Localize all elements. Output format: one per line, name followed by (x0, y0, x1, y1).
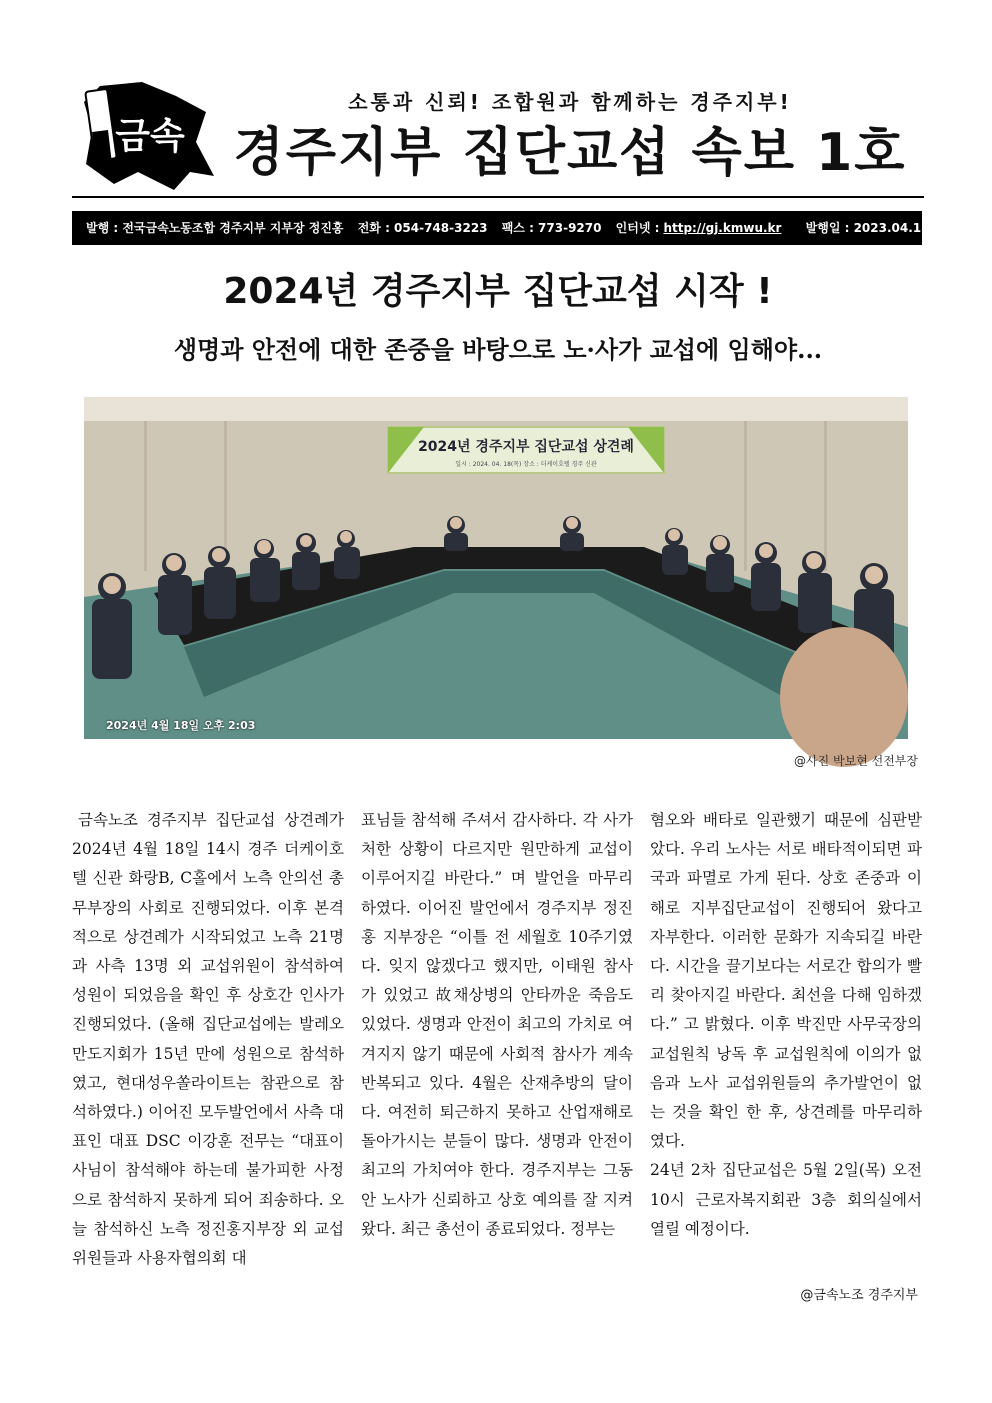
logo-text: 금속 (115, 116, 185, 157)
bulletin-title: 경주지부 집단교섭 속보 1호 (233, 123, 907, 183)
publication-info-bar (72, 211, 953, 245)
publisher-info: 발행 : 전국금속노동조합 경주지부 지부장 정진홍 (86, 221, 344, 235)
article-text: 혐오와 배타로 일관했기 때문에 심판받았다. 우리 노사는 서로 배타적이되면 파국과 파멸로 가게 된다. 상호 존중과 이해로 지부집단교섭이 진행되어 왔다고 자부한다. 이러한 문화가 지속되길 바란다. 시간을 끌기보다는 서로간 합의가 빨리 찾아지길 바란다. 최선을 다해 임하겠다.” 고 밝혔다. 이후 박진만 사무국장의 교섭원칙 낭독 후 교섭원칙에 이의가 없음과 노사 교섭위원들의 추가발언이 없는 것을 확인 한 후, 상견례를 마무리하였다. (650, 811, 922, 1151)
footer-credit: @금속노조 경주지부 (800, 1288, 918, 1303)
article-closing-text: 24년 2차 집단교섭은 5월 2일(목) 오전 10시 근로자복지회관 3층 회의실에서 열릴 예정이다. (650, 1161, 922, 1238)
article-text: 표님들 참석해 주셔서 감사하다. 각 사가 처한 상황이 다르지만 원만하게 교섭이 이루어지길 바란다.” 며 발언을 마무리하였다. 이어진 발언에서 경주지부 정진홍 지부장은 “이틀 전 세월호 10주기였다. 잊지 않겠다고 했지만, 이태원 참사가 있었고 故채상병의 안타까운 죽음도 있었다. 생명과 안전이 최고의 가치로 여겨지지 않기 때문에 사회적 참사가 계속 반복되고 있다. 4월은 산재추방의 달이다. 여전히 퇴근하지 못하고 산업재해로 돌아가시는 분들이 많다. 생명과 안전이 최고의 가치여야 한다. 경주지부는 그동안 노사가 신뢰하고 상호 예의를 잘 지켜왔다. 최근 총선이 종료되었다. 정부는 (361, 811, 633, 1238)
union-logo (78, 72, 218, 192)
meeting-photo (84, 397, 908, 739)
article-headline: 2024년 경주지부 집단교섭 시작 ! (223, 271, 773, 312)
photo-caption: @사진 박보현 선전부장 (794, 754, 918, 768)
banner-title: 2024년 경주지부 집단교섭 상견례 (418, 439, 634, 455)
slogan: 소통과 신뢰! 조합원과 함께하는 경주지부! (348, 90, 792, 114)
internet-label: 인터넷 : (615, 221, 660, 235)
header-divider (72, 196, 924, 198)
photo-timestamp: 2024년 4월 18일 오후 2:03 (106, 719, 256, 732)
article-subheadline: 생명과 안전에 대한 존중을 바탕으로 노·사가 교섭에 임해야... (173, 335, 823, 364)
article-column-2 (361, 806, 633, 1244)
banner-subtitle: 일시 : 2024. 04. 18(목) 장소 : 더케이호텔 경주 신관 (455, 461, 597, 468)
phone-info: 전화 : 054-748-3223 (357, 221, 488, 235)
website-link[interactable]: http://gj.kmwu.kr (663, 221, 782, 235)
article-text: 금속노조 경주지부 집단교섭 상견례가 2024년 4월 18일 14시 경주 더케이호텔 신관 화랑B, C홀에서 노측 안의선 총무부장의 사회로 진행되었다. 이후 본격적으로 상견례가 시작되었고 노측 21명과 사측 13명 외 교섭위원이 참석하여 성원이 되었음을 확인 후 상호간 인사가 진행되었다. (올해 집단교섭에는 발레오만도지회가 15년 만에 성원으로 참석하였고, 현대성우쏠라이트는 참관으로 참석하였다.) 이어진 모두발언에서 사측 대표인 대표 DSC 이강훈 전무는 “대표이사님이 참석해야 하는데 불가피한 사정으로 참석하지 못하게 되어 죄송하다. 오늘 참석하신 노측 정진홍지부장 외 교섭위원들과 사용자협의회 대 (72, 811, 344, 1268)
fax-info: 팩스 : 773-9270 (501, 221, 602, 235)
issue-date: 발행일 : 2023.04.18(목) (805, 221, 953, 235)
article-column-3 (650, 806, 922, 1244)
article-column-1 (72, 806, 344, 1273)
